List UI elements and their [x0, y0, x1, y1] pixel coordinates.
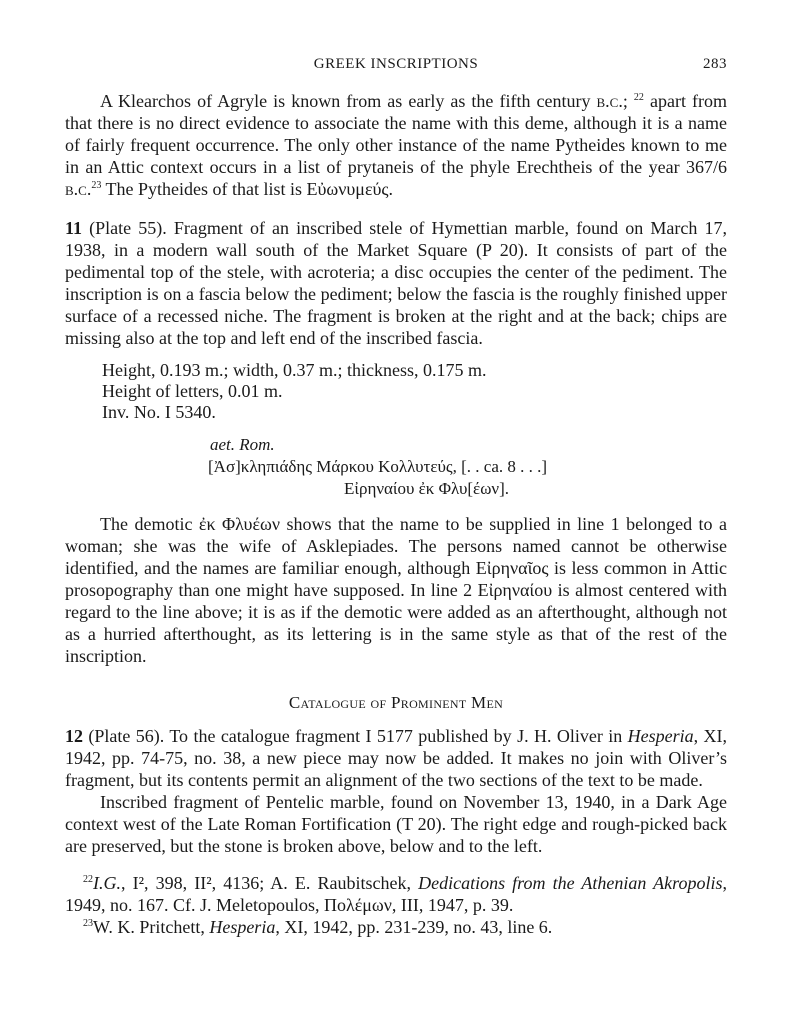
- inventory-number: Inv. No. I 5340.: [102, 402, 216, 422]
- item-number-12: 12: [65, 726, 83, 746]
- page: [65, 56, 727, 938]
- running-head: [65, 56, 727, 80]
- footnote-23: $^{23}$W. K. Pritchett, Hesperia, XI, 1942, pp. 231-239, no. 43, line 6.: [83, 917, 553, 937]
- footnote-22: $^{22}$I.G., I², 398, II², 4136; A. E. Raubitschek, Dedications from the Athenian Akropolis, 1949, no. 167. Cf. J. Meletopoulos, Πολέμων, III, 1947, p. 39.: [65, 873, 727, 915]
- footnote-ref-22[interactable]: 22: [633, 92, 644, 103]
- item-number-11: 11: [65, 218, 83, 238]
- section-heading: Catalogue of Prominent Men: [288, 693, 504, 712]
- item-11-description: 11 (Plate 55). Fragment of an inscribed stele of Hymettian marble, found on March 17, 1938, in a modern wall south of the Market Square (P 20). It consists of part of the pedimental top of the stele, with acroteria; a disc occupies the center of the pediment. The inscription is on a fascia below the pediment; below the fascia is the roughly finished upper surface of a recessed niche. The fragment is broken at the right and at the back; chips are missing also at the top and left end of the inscribed fascia.: [65, 218, 727, 348]
- item-11-commentary: The demotic ἐκ Φλυέων shows that the name to be supplied in line 1 belonged to a woman; she was the wife of Asklepiades. The persons named cannot be otherwise identified, and the names are familiar enough, although Εἰρηναῖος is less common in Attic prosopography than one might have supposed. In line 2 Εἰρηναίου is almost centered with regard to the line above; it is as if the demotic were added as an afterthought, although not as a hurried afterthought, as its lettering is in the same style as that of the rest of the inscription.: [65, 514, 727, 666]
- footnotes: [65, 872, 727, 938]
- measurements: [102, 360, 727, 423]
- inscription-text: [208, 434, 727, 500]
- inscription-line-1: [Ἀσ]κληπιάδης Μάρκου Κολλυτεύς, [. . ca. 8 . . .]: [208, 457, 548, 476]
- greek-demotic: Εὐωνυμεύς.: [306, 179, 394, 199]
- measurement-dimensions: Height, 0.193 m.; width, 0.37 m.; thickness, 0.175 m.: [102, 360, 487, 380]
- measurement-letters: Height of letters, 0.01 m.: [102, 381, 283, 401]
- inscription-line-2: Εἰρηναίου ἐκ Φλυ[έων].: [344, 479, 509, 498]
- footnote-ref-23[interactable]: 23: [91, 180, 102, 191]
- page-number: 283: [703, 56, 727, 72]
- item-12-fragment-description: Inscribed fragment of Pentelic marble, found on November 13, 1940, in a Dark Age context west of the Late Roman Fortification (T 20). The right edge and rough-picked back are preserved, but the stone is broken above, below and to the left.: [65, 792, 727, 856]
- paragraph-klearchos: A Klearchos of Agryle is known from as early as the fifth century b.c.; $^{22}$ apart from that there is no direct evidence to associate the name with this deme, although it is a name of fairly frequent occurrence. The only other instance of the name Pytheides known to me in an Attic context occurs in a list of prytaneis of the phyle Erechtheis of the year 367/6 b.c.$^{23}$ The Pytheides of that list is Εὐωνυμεύς.: [65, 91, 727, 199]
- inscription-date: aet. Rom.: [210, 435, 275, 454]
- running-title: GREEK INSCRIPTIONS: [313, 56, 479, 72]
- item-12-description: 12 (Plate 56). To the catalogue fragment I 5177 published by J. H. Oliver in Hesperia, XI, 1942, pp. 74-75, no. 38, a new piece may now be added. It makes no join with Oliver’s fragment, but its contents permit an alignment of the two sections of the text to be made.: [65, 726, 727, 790]
